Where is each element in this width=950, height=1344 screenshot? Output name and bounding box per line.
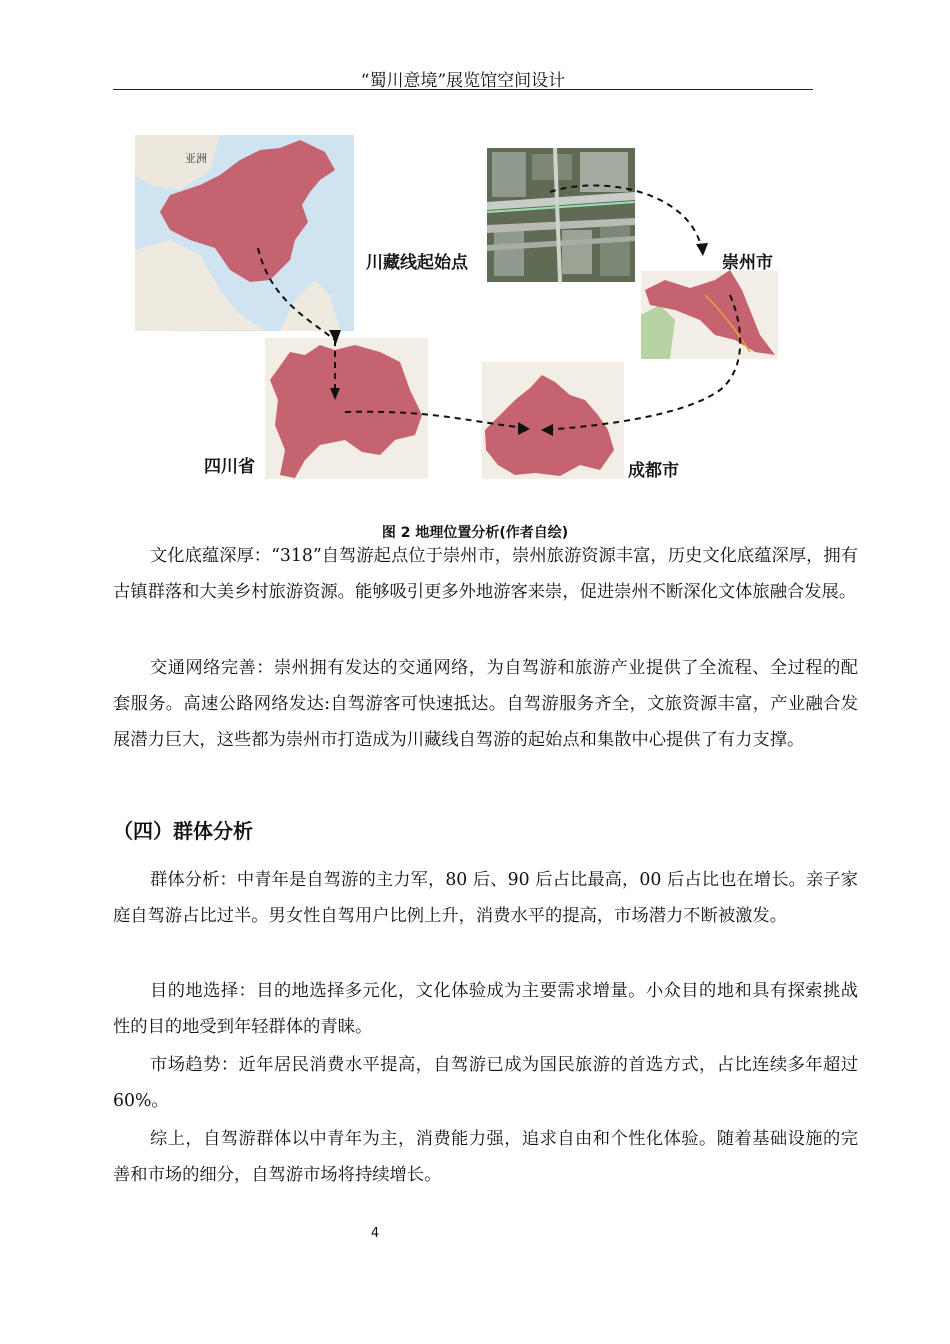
chengdu-label: 成都市 — [628, 461, 679, 481]
paragraph-summary: 综上，自驾游群体以中青年为主，消费能力强，追求自由和个性化体验。随着基础设施的完善和市场的细分，自驾游市场将持续增长。 — [113, 1129, 858, 1185]
asia-label: 亚洲 — [185, 152, 207, 165]
paragraph-transport: 交通网络完善：崇州拥有发达的交通网络，为自驾游和旅游产业提供了全流程、全过程的配套服务。高速公路网络发达:自驾游客可快速抵达。自驾游服务齐全，文旅资源丰富，产业融合发展潜力巨大，这些都为崇州市打造成为川藏线自驾游的起始点和集散中心提供了有力支撑。 — [113, 658, 858, 750]
sichuan-label: 四川省 — [204, 457, 255, 477]
page-number: 4 — [370, 1226, 380, 1241]
running-header: “蜀川意境”展览馆空间设计 — [360, 71, 566, 91]
chongzhou-map — [641, 270, 778, 359]
section-title: （四）群体分析 — [113, 819, 253, 843]
chengdu-map — [482, 362, 624, 479]
chongzhou-label: 崇州市 — [722, 253, 773, 273]
paragraph-culture: 文化底蕴深厚：“318”自驾游起点位于崇州市，崇州旅游资源丰富，历史文化底蕴深厚，拥有古镇群落和大美乡村旅游资源。能够吸引更多外地游客来崇，促进崇州不断深化文体旅融合发展。 — [113, 546, 858, 602]
china-map — [135, 135, 354, 331]
start-point-label: 川藏线起始点 — [366, 253, 468, 273]
satellite-image — [487, 148, 635, 282]
sichuan-map — [265, 338, 428, 479]
paragraph-destination: 目的地选择：目的地选择多元化，文化体验成为主要需求增量。小众目的地和具有探索挑战性的目的地受到年轻群体的青睐。 — [113, 981, 858, 1037]
header-divider — [113, 89, 813, 90]
paragraph-group: 群体分析：中青年是自驾游的主力军，80 后、90 后占比最高，00 后占比也在增长。亲子家庭自驾游占比过半。男女性自驾用户比例上升，消费水平的提高，市场潜力不断被激发。 — [113, 870, 858, 926]
figure-caption: 图 2 地理位置分析(作者自绘) — [381, 525, 569, 541]
paragraph-market: 市场趋势：近年居民消费水平提高，自驾游已成为国民旅游的首选方式，占比连续多年超过 60%。 — [113, 1055, 858, 1111]
location-analysis-figure — [130, 130, 790, 490]
